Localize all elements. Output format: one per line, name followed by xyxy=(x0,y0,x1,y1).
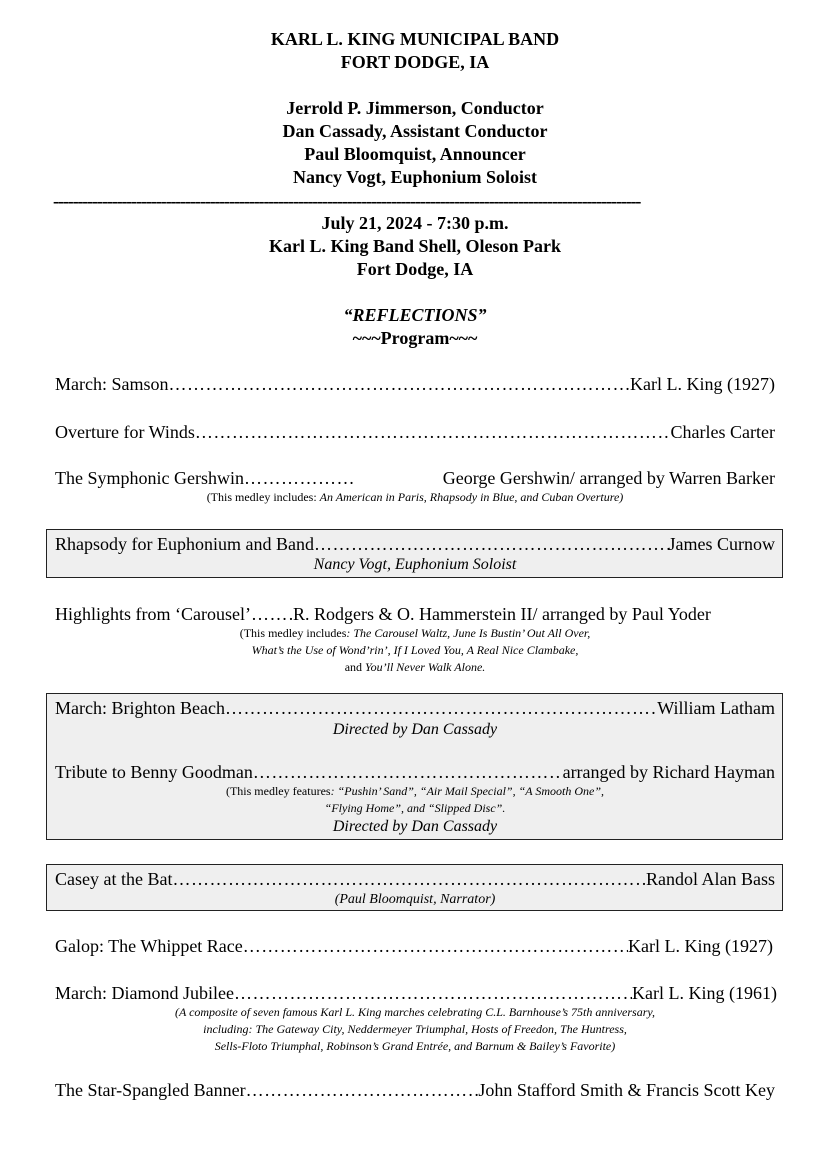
concert-info xyxy=(0,212,830,281)
piece-title: Overture for Winds xyxy=(55,422,195,442)
leader-dots xyxy=(225,697,657,719)
piece-note: (This medley features: “Pushin’ Sand”, “Air Mail Special”, “A Smooth One”, xyxy=(225,784,605,798)
piece-credit: Karl L. King (1927) xyxy=(630,374,775,394)
piece-title: Rhapsody for Euphonium and Band xyxy=(55,534,314,554)
concert-city: Fort Dodge, IA xyxy=(356,259,474,279)
piece-title: Casey at the Bat xyxy=(55,869,173,889)
staff-announcer: Paul Bloomquist, Announcer xyxy=(304,144,526,164)
piece-title: March: Diamond Jubilee xyxy=(55,983,234,1003)
piece-note: (A composite of seven famous Karl L. King marches celebrating C.L. Barnhouse’s 75th anniversary, xyxy=(174,1005,656,1019)
leader-dots xyxy=(253,761,563,783)
leader-dots xyxy=(251,603,293,625)
piece-note: (This medley includes: An American in Paris, Rhapsody in Blue, and Cuban Overture) xyxy=(206,490,624,504)
piece-subtitle: Nancy Vogt, Euphonium Soloist xyxy=(313,556,517,573)
piece-title: Galop: The Whippet Race xyxy=(55,936,243,956)
piece-subtitle: (Paul Bloomquist, Narrator) xyxy=(334,892,496,907)
piece-subtitle: Directed by Dan Cassady xyxy=(332,818,498,835)
piece-subtitle: Directed by Dan Cassady xyxy=(332,721,498,738)
program-heading xyxy=(0,304,830,350)
program-label: ~~~Program~~~ xyxy=(352,328,478,348)
staff-conductor: Jerrold P. Jimmerson, Conductor xyxy=(286,98,544,118)
staff-assistant-conductor: Dan Cassady, Assistant Conductor xyxy=(282,121,548,141)
program-item xyxy=(55,421,775,443)
piece-title: The Symphonic Gershwin xyxy=(55,468,244,488)
band-city: FORT DODGE, IA xyxy=(340,52,490,72)
leader-dots xyxy=(195,421,671,443)
program-item xyxy=(55,467,775,489)
band-name: KARL L. KING MUNICIPAL BAND xyxy=(270,29,560,49)
piece-note: (This medley includes: The Carousel Waltz, June Is Bustin’ Out All Over, xyxy=(239,626,591,640)
staff-list xyxy=(0,97,830,189)
piece-title: The Star-Spangled Banner xyxy=(55,1080,246,1100)
leader-dots xyxy=(244,467,356,489)
piece-credit: John Stafford Smith & Francis Scott Key xyxy=(478,1080,775,1100)
concert-venue: Karl L. King Band Shell, Oleson Park xyxy=(268,236,562,256)
piece-title: Tribute to Benny Goodman xyxy=(55,762,253,782)
piece-credit: arranged by Richard Hayman xyxy=(562,762,775,782)
piece-credit: Karl L. King (1961) xyxy=(632,983,777,1003)
concert-date: July 21, 2024 - 7:30 p.m. xyxy=(321,213,509,233)
leader-dots xyxy=(246,1079,479,1101)
staff-soloist: Nancy Vogt, Euphonium Soloist xyxy=(292,167,538,187)
piece-credit: George Gershwin/ arranged by Warren Barker xyxy=(442,468,775,488)
leader-dots xyxy=(314,533,669,555)
piece-title: March: Brighton Beach xyxy=(55,698,225,718)
program-item xyxy=(55,603,775,625)
piece-note: What’s the Use of Wond’rin’, If I Loved You, A Real Nice Clambake, xyxy=(251,643,579,657)
piece-credit: James Curnow xyxy=(668,534,775,554)
program-item xyxy=(55,982,777,1004)
piece-title: March: Samson xyxy=(55,374,169,394)
piece-note: Sells-Floto Triumphal, Robinson’s Grand Entrée, and Barnum & Bailey’s Favorite) xyxy=(214,1039,616,1053)
piece-note: “Flying Home”, and “Slipped Disc”. xyxy=(324,801,506,815)
piece-credit: R. Rodgers & O. Hammerstein II/ arranged by Paul Yoder xyxy=(292,604,711,624)
piece-title: Highlights from ‘Carousel’ xyxy=(55,604,251,624)
band-header xyxy=(0,28,830,74)
program-item xyxy=(55,1079,775,1101)
program-item xyxy=(55,935,773,957)
leader-dots xyxy=(168,373,630,395)
piece-credit: Charles Carter xyxy=(670,422,775,442)
program-item xyxy=(55,533,775,555)
piece-note: including: The Gateway City, Neddermeyer Triumphal, Hosts of Freedon, The Huntress, xyxy=(203,1022,627,1036)
leader-dots xyxy=(172,868,646,890)
leader-dots xyxy=(243,935,628,957)
program-item xyxy=(55,697,775,719)
concert-theme: “REFLECTIONS” xyxy=(343,305,487,325)
piece-credit: Karl L. King (1927) xyxy=(628,936,773,956)
piece-credit: William Latham xyxy=(657,698,775,718)
program-item xyxy=(55,761,775,783)
piece-note: and You’ll Never Walk Alone. xyxy=(344,660,486,674)
piece-credit: Randol Alan Bass xyxy=(646,869,775,889)
program-item xyxy=(55,373,775,395)
separator-line: ------------------------------------------------------------------------------------------------------------------------ xyxy=(53,192,641,210)
leader-dots xyxy=(234,982,632,1004)
program-item xyxy=(55,868,775,890)
